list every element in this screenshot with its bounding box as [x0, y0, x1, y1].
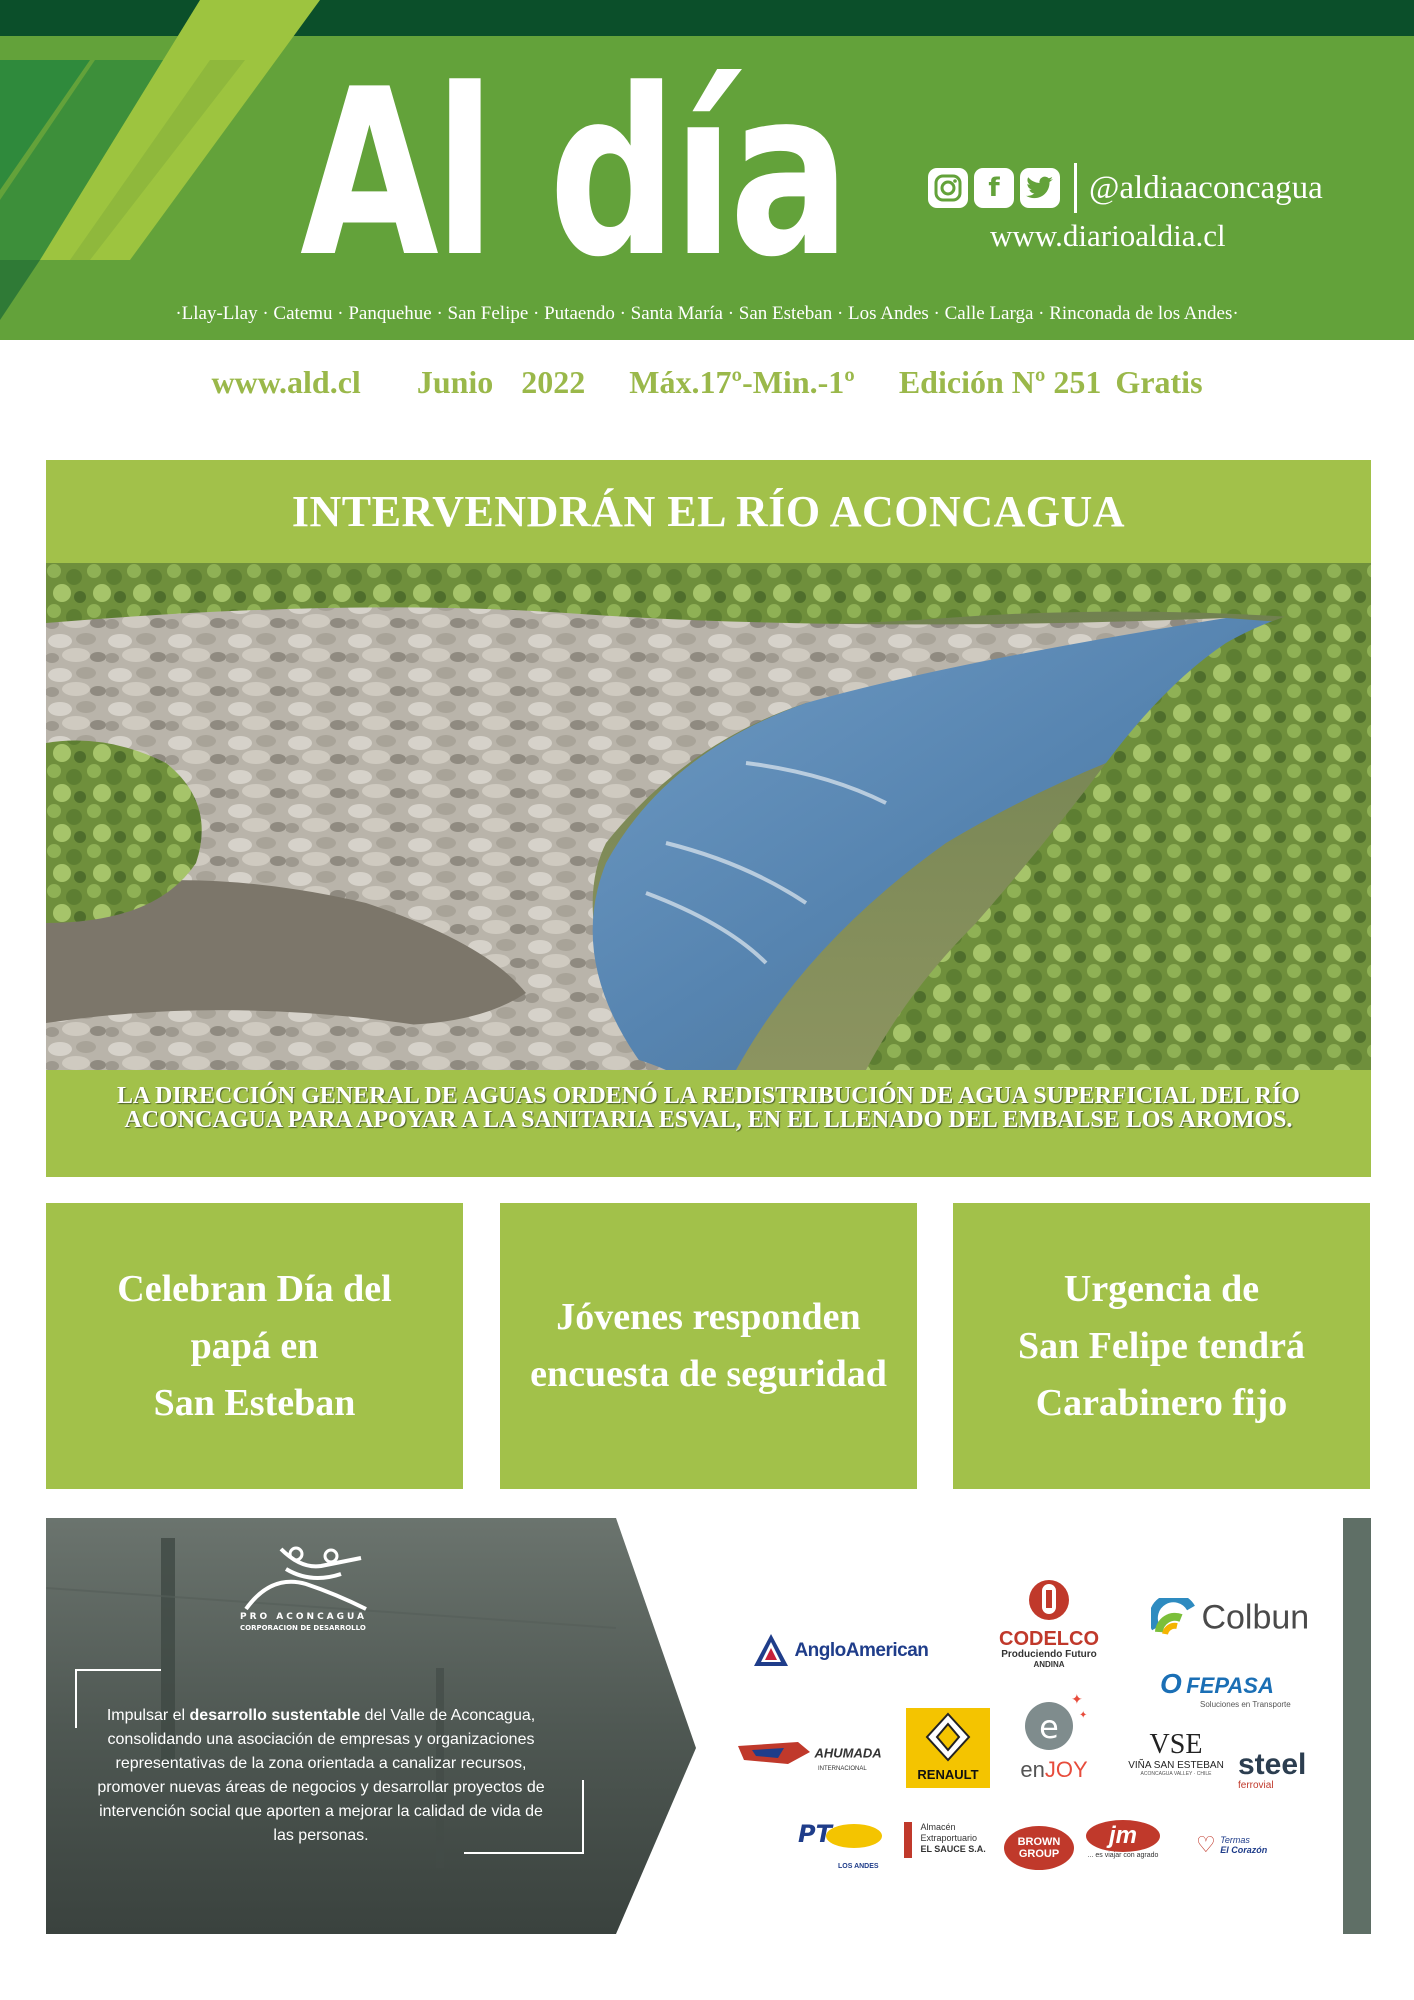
website-link[interactable]: www.diarioaldia.cl: [990, 218, 1226, 253]
ahumada-name: AHUMADA: [814, 1745, 882, 1761]
brown-name: BROWN GROUP: [1017, 1836, 1061, 1860]
masthead: [0, 0, 1414, 340]
fepasa-mark-icon: O: [1160, 1668, 1182, 1699]
almacen-el-sauce-logo[interactable]: [904, 1822, 986, 1858]
issue-site[interactable]: www.ald.cl: [211, 364, 361, 400]
termas-el-corazon-logo[interactable]: [1196, 1832, 1267, 1858]
corazon-line2: El Corazón: [1220, 1845, 1268, 1855]
facebook-icon[interactable]: f: [974, 168, 1014, 208]
main-caption: LA DIRECCIÓN GENERAL DE AGUAS ORDENÓ LA REDISTRIBUCIÓN DE AGUA SUPERFICIAL DEL RÍO ACONCAGUA PARA APOYAR A LA SANITARIA ESVAL, EN EL LLENADO DEL EMBALSE LOS AROMOS.: [117, 1083, 1300, 1133]
vina-name: VIÑA SAN ESTEBAN: [1128, 1760, 1224, 1771]
colbun-logo[interactable]: [1151, 1598, 1309, 1638]
teaser-fathers-day[interactable]: [46, 1203, 463, 1489]
ahumada-logo[interactable]: [738, 1740, 882, 1772]
steel-name: steel: [1238, 1748, 1307, 1781]
svg-text:✦: ✦: [1071, 1692, 1083, 1708]
vina-mark: VSE: [1149, 1729, 1203, 1760]
instagram-icon[interactable]: [928, 168, 968, 208]
renault-logo[interactable]: [906, 1708, 990, 1788]
issue-info-bar: [0, 364, 1414, 414]
teaser-emergency-carabinero[interactable]: [953, 1203, 1370, 1489]
issue-month: Junio: [416, 364, 494, 400]
issue-edition: Edición Nº 251: [898, 364, 1102, 400]
fepasa-logo[interactable]: [1160, 1668, 1291, 1709]
steel-ferrovial-logo[interactable]: [1238, 1750, 1306, 1791]
social-row: [928, 163, 1323, 213]
steel-subtitle: ferrovial: [1238, 1780, 1274, 1791]
almacen-line1: Almacén: [920, 1822, 956, 1832]
enjoy-logo[interactable]: [1014, 1688, 1094, 1783]
social-separator: [1074, 163, 1077, 213]
codelco-tagline: Produciendo Futuro: [1001, 1649, 1097, 1660]
newspaper-title: Al día: [300, 41, 846, 308]
brand-name: AngloAmerican: [794, 1640, 929, 1661]
enjoy-name-a: en: [1020, 1757, 1045, 1782]
social-handle[interactable]: @aldiaaconcagua: [1089, 169, 1323, 206]
teaser-text: Jóvenes responden encuesta de seguridad: [530, 1296, 887, 1395]
vina-san-esteban-logo[interactable]: [1121, 1730, 1231, 1777]
pt-subtitle: LOS ANDES: [838, 1863, 879, 1870]
teaser-text: Urgencia de San Felipe tendrá Carabinero fijo: [1017, 1267, 1306, 1424]
codelco-name: CODELCO: [999, 1628, 1099, 1650]
towns-list: ·Llay-Llay · Catemu · Panquehue · San Felipe · Putaendo · Santa María · San Esteban · Los Andes · Calle Larga · Rinconada de los Andes·: [175, 303, 1239, 324]
anglo-american-logo[interactable]: [752, 1632, 928, 1670]
codelco-logo[interactable]: [984, 1578, 1114, 1669]
corazon-line1: Termas: [1220, 1835, 1250, 1845]
ahumada-subtitle: INTERNACIONAL: [818, 1766, 867, 1772]
almacen-line2: Extraportuario: [920, 1833, 977, 1843]
org-name: PRO ACONCAGUA: [240, 1612, 368, 1622]
mission-bold: desarrollo sustentable: [189, 1707, 361, 1724]
heart-icon: ♡: [1196, 1832, 1216, 1857]
renault-name: RENAULT: [917, 1767, 979, 1782]
jm-logo[interactable]: [1086, 1820, 1160, 1859]
enjoy-name-b: JOY: [1044, 1757, 1088, 1782]
issue-year: 2022: [521, 364, 586, 400]
pt-los-andes-logo[interactable]: [794, 1820, 888, 1870]
issue-weather: Máx.17º-Min.-1º: [629, 364, 855, 400]
almacen-line3: EL SAUCE S.A.: [920, 1844, 986, 1854]
brand-name: Colbun: [1201, 1598, 1310, 1637]
svg-text:e: e: [1039, 1708, 1059, 1746]
org-subtitle: CORPORACION DE DESARROLLO: [240, 1624, 366, 1632]
mission-pre: Impulsar el: [106, 1707, 190, 1724]
vina-subtitle: ACONCAGUA VALLEY · CHILE: [1140, 1771, 1212, 1777]
jm-name: jm: [1108, 1822, 1137, 1849]
mission-post: del Valle de Aconcagua, consolidando una asociación de empresas y organizaciones representativas de la zona orientada a canalizar recursos, promover nuevas áreas de negocios y desarrollar proyectos de intervención social que aporten a mejorar la calidad de vida de las personas.: [97, 1707, 545, 1844]
main-caption-box: [46, 1070, 1371, 1177]
pro-aconcagua-logo-icon: [241, 1544, 381, 1614]
fepasa-tagline: Soluciones en Transporte: [1200, 1700, 1291, 1709]
teaser-text: Celebran Día del papá en San Esteban: [117, 1267, 392, 1424]
almacen-mark-icon: [904, 1822, 912, 1858]
sponsors-side-bar: [1343, 1518, 1371, 1934]
main-headline-box[interactable]: [46, 460, 1371, 563]
codelco-division: ANDINA: [1033, 1660, 1065, 1669]
main-headline: INTERVENDRÁN EL RÍO ACONCAGUA: [291, 487, 1126, 536]
river-photo: [46, 563, 1371, 1070]
brown-group-logo[interactable]: [1004, 1826, 1074, 1870]
twitter-icon[interactable]: [1020, 168, 1060, 208]
svg-text:✦: ✦: [1079, 1710, 1088, 1721]
brand-name: FEPASA: [1186, 1673, 1274, 1698]
svg-text:PT: PT: [798, 1820, 832, 1848]
issue-price: Gratis: [1115, 364, 1203, 400]
sponsors-panel: [46, 1518, 1371, 1934]
teaser-security-survey[interactable]: [500, 1203, 917, 1489]
jm-tagline: ... es viajar con agrado: [1087, 1852, 1159, 1859]
mission-statement: [96, 1704, 546, 1848]
